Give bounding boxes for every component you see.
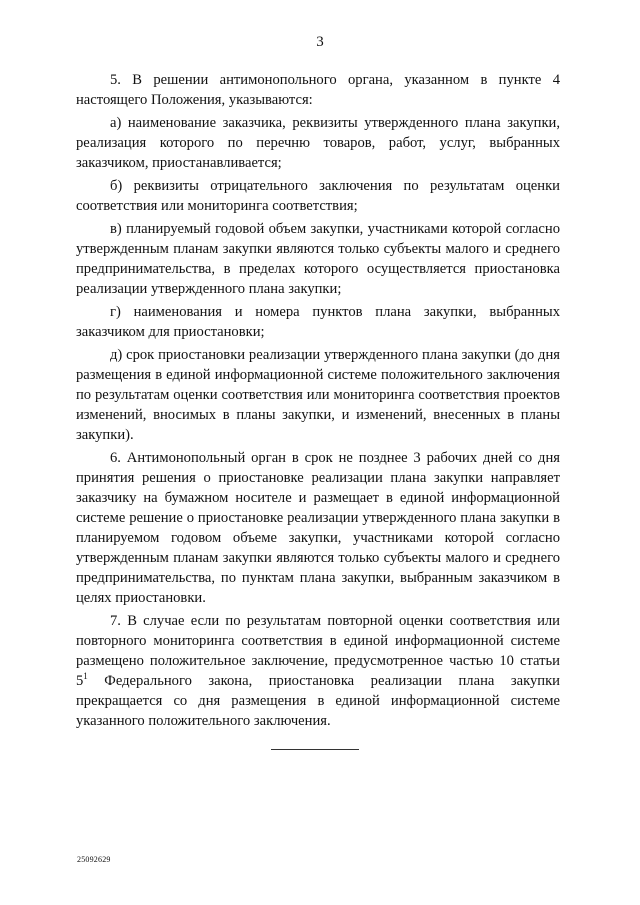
page-number: 3: [316, 34, 324, 50]
paragraph-5v: в) планируемый годовой объем закупки, участниками которой согласно утвержденным планам закупки являются только субъекты малого и среднего предпринимательства, в пределах которого осуществляется приостановка реализации утвержденного плана закупки;: [76, 221, 560, 297]
paragraph-7: [76, 611, 560, 731]
end-divider-line: [271, 749, 359, 750]
superscript-1: 1: [83, 671, 88, 682]
paragraph-7-text-start: 7. В случае если по результатам повторной оценки соответствия или повторного мониторинга соответствия в единой информационной системе размещено положительное заключение, предусмотренное частью 10 статьи 5: [76, 613, 560, 689]
paragraph-5b: б) реквизиты отрицательного заключения по результатам оценки соответствия или мониторинга соответствия;: [76, 178, 560, 214]
paragraph-5: 5. В решении антимонопольного органа, указанном в пункте 4 настоящего Положения, указываются:: [76, 72, 560, 108]
paragraph-7-text-end: Федерального закона, приостановка реализации плана закупки прекращается со дня размещения в единой информационной системе указанного положительного заключения.: [76, 673, 560, 729]
paragraph-5a: а) наименование заказчика, реквизиты утвержденного плана закупки, реализация которого по перечню товаров, работ, услуг, выбранных заказчиком, приостанавливается;: [76, 115, 560, 171]
document-code: 25092629: [77, 855, 111, 864]
paragraph-5d: д) срок приостановки реализации утвержденного плана закупки (до дня размещения в единой информационной системе положительного заключения по результатам оценки соответствия или мониторинга соответствия проектов изменений, вносимых в планы закупки, и изменений, внесенных в планы закупки).: [76, 347, 560, 443]
paragraph-6: 6. Антимонопольный орган в срок не позднее 3 рабочих дней со дня принятия решения о приостановке реализации плана закупки направляет заказчику на бумажном носителе и размещает в единой информационной системе решение о приостановке реализации утвержденного плана закупки в планируемом годовом объеме закупки, участниками которой согласно утвержденным планам закупки являются только субъекты малого и среднего предпринимательства, по пунктам плана закупки, выбранным заказчиком в целях приостановки.: [76, 450, 560, 606]
document-body: [76, 70, 560, 731]
paragraph-5g: г) наименования и номера пунктов плана закупки, выбранных заказчиком для приостановки;: [76, 304, 560, 340]
